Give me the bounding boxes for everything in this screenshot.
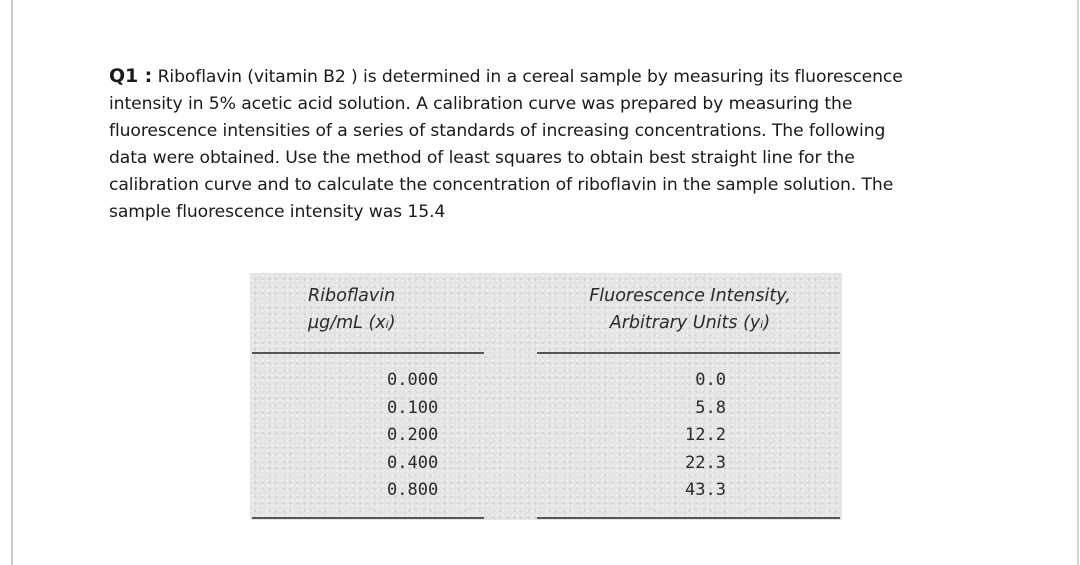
concentration-cell: 0.200 [387,425,439,445]
concentration-cell: 0.100 [387,397,439,418]
column-header-fluorescence-line-1: Fluorescence Intensity, [589,286,791,306]
intensity-cell: 5.8 [695,397,726,418]
header-rule-left [252,352,484,354]
column-header-riboflavin-line-1: Riboflavin [308,286,396,306]
intensity-cell: 12.2 [685,425,726,445]
concentration-cell: 0.800 [387,480,439,500]
concentration-column [387,367,438,505]
concentration-cell: 0.000 [387,370,439,390]
question-line-1 [109,63,1029,91]
footer-rule-right [537,517,840,519]
column-header-fluorescence-line-2: Arbitrary Units (yᵢ) [609,313,771,333]
concentration-cell: 0.400 [387,452,439,473]
question-line-5: calibration curve and to calculate the concentration of riboflavin in the sample solution. The [109,175,894,195]
column-header-riboflavin-line-2: µg/mL (xᵢ) [308,313,396,333]
page-left-border [11,0,13,565]
question-line-2: intensity in 5% acetic acid solution. A calibration curve was prepared by measuring the [109,94,853,114]
header-rule-right [537,352,840,354]
column-header-fluorescence [550,283,830,337]
question-line-3: fluorescence intensities of a series of standards of increasing concentrations. The following [109,121,886,141]
intensity-column [670,367,726,505]
page-right-border [1077,0,1079,565]
question-text [109,63,1029,226]
column-header-riboflavin [308,283,396,337]
question-line-1-text: Riboflavin (vitamin B2 ) is determined in a cereal sample by measuring its fluorescence [157,67,903,87]
question-line-4: data were obtained. Use the method of least squares to obtain best straight line for the [109,148,855,168]
intensity-cell: 43.3 [685,480,726,500]
intensity-cell: 0.0 [695,370,726,390]
intensity-cell: 22.3 [685,452,726,473]
calibration-data-table [250,273,842,520]
footer-rule-left [252,517,484,519]
question-line-6: sample fluorescence intensity was 15.4 [109,202,446,222]
question-label: Q1 : [109,65,153,87]
